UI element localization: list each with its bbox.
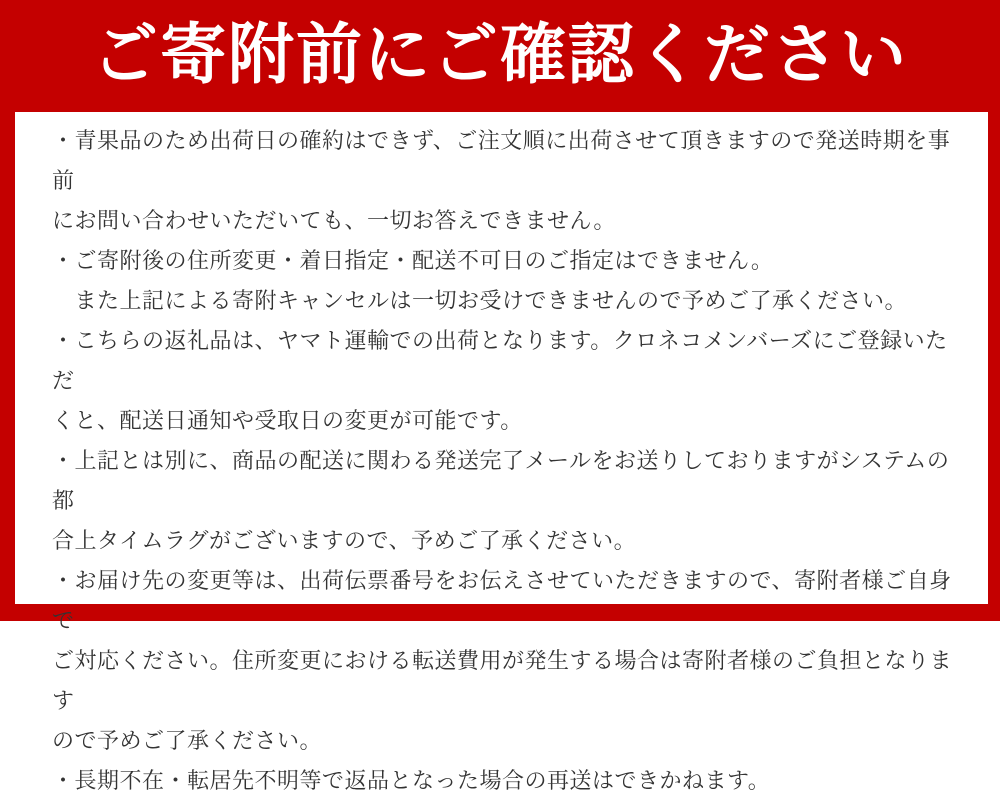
notice-line: ・こちらの返礼品は、ヤマト運輸での出荷となります。クロネコメンバーズにご登録いただ: [52, 328, 948, 393]
notice-panel: [15, 112, 988, 793]
page-title: ご寄附前にご確認ください: [92, 17, 908, 91]
notice-line: ・お届け先の変更等は、出荷伝票番号をお伝えさせていただきますので、寄附者様ご自身で: [52, 568, 952, 633]
notice-line: ・上記とは別に、商品の配送に関わる発送完了メールをお送りしておりますがシステムの都: [52, 448, 950, 513]
notice-line: くと、配送日通知や受取日の変更が可能です。: [52, 408, 523, 433]
notice-line: ・長期不在・転居先不明等で返品となった場合の再送はできかねます。: [52, 768, 771, 793]
notice-line: また上記による寄附キャンセルは一切お受けできませんので予めご了承ください。: [52, 288, 908, 313]
notice-line: ・青果品のため出荷日の確約はできず、ご注文順に出荷させて頂きますので発送時期を事前: [52, 128, 951, 193]
notice-line: ので予めご了承ください。: [52, 728, 323, 753]
notice-line: 合上タイムラグがございますので、予めご了承ください。: [52, 528, 637, 553]
notice-line: にお問い合わせいただいても、一切お答えできません。: [52, 208, 616, 233]
notice-line: ・ご寄附後の住所変更・着日指定・配送不可日のご指定はできません。: [52, 248, 774, 273]
notice-line: ご対応ください。住所変更における転送費用が発生する場合は寄附者様のご負担となります: [52, 648, 953, 713]
